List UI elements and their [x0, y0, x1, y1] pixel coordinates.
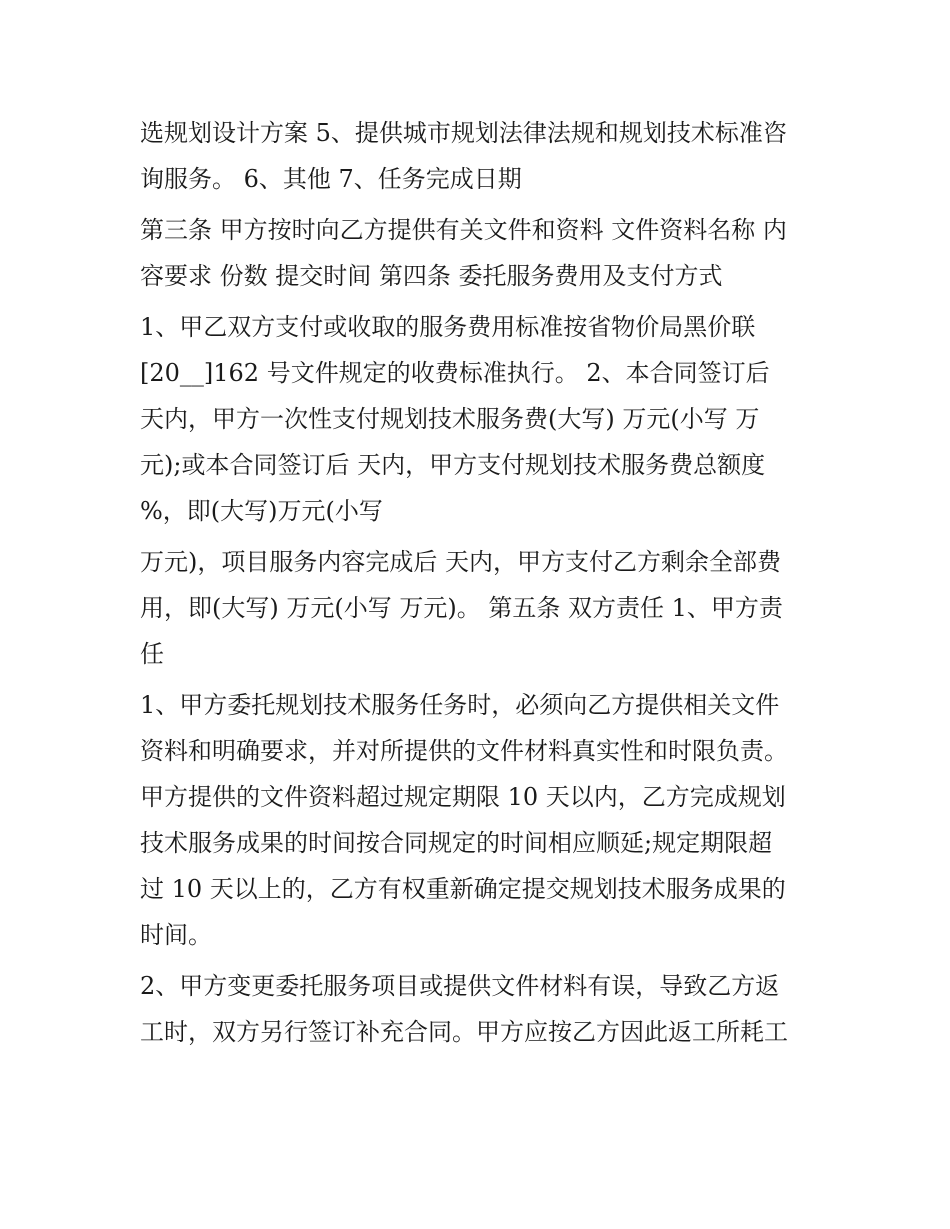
- text-line: 万元)，项目服务内容完成后 天内，甲方支付乙方剩余全部费: [140, 548, 781, 576]
- text-line: 资料和明确要求，并对所提供的文件材料真实性和时限负责。: [140, 737, 788, 765]
- text-line: 任: [140, 640, 164, 668]
- text-line: 技术服务成果的时间按合同规定的时间相应顺延;规定期限超: [140, 829, 773, 857]
- text-line: 用，即(大写) 万元(小写 万元)。 第五条 双方责任 1、甲方责: [140, 594, 783, 622]
- text-line: 天内，甲方一次性支付规划技术服务费(大写) 万元(小写 万: [140, 405, 760, 433]
- text-line: 时间。: [140, 921, 212, 949]
- text-line: 1、甲乙双方支付或收取的服务费用标准按省物价局黑价联: [140, 313, 756, 341]
- text-line: 工时，双方另行签订补充合同。甲方应按乙方因此返工所耗工: [140, 1018, 788, 1046]
- text-line: 询服务。 6、其他 7、任务完成日期: [140, 165, 522, 193]
- text-line: 选规划设计方案 5、提供城市规划法律法规和规划技术标准咨: [140, 119, 787, 147]
- text-line: 容要求 份数 提交时间 第四条 委托服务费用及支付方式: [140, 262, 723, 290]
- text-line: [20__]162 号文件规定的收费标准执行。 2、本合同签订后: [140, 359, 770, 387]
- text-line: 1、甲方委托规划技术服务任务时，必须向乙方提供相关文件: [140, 691, 780, 719]
- document-body: [140, 110, 820, 1055]
- text-line: %，即(大写)万元(小写: [140, 497, 383, 525]
- text-line: 第三条 甲方按时向乙方提供有关文件和资料 文件资料名称 内: [140, 216, 787, 244]
- text-line: 甲方提供的文件资料超过规定期限 10 天以内，乙方完成规划: [140, 783, 786, 811]
- text-line: 元);或本合同签订后 天内，甲方支付规划技术服务费总额度: [140, 451, 766, 479]
- text-line: 2、甲方变更委托服务项目或提供文件材料有误，导致乙方返: [140, 972, 780, 1000]
- text-line: 过 10 天以上的，乙方有权重新确定提交规划技术服务成果的: [140, 875, 786, 903]
